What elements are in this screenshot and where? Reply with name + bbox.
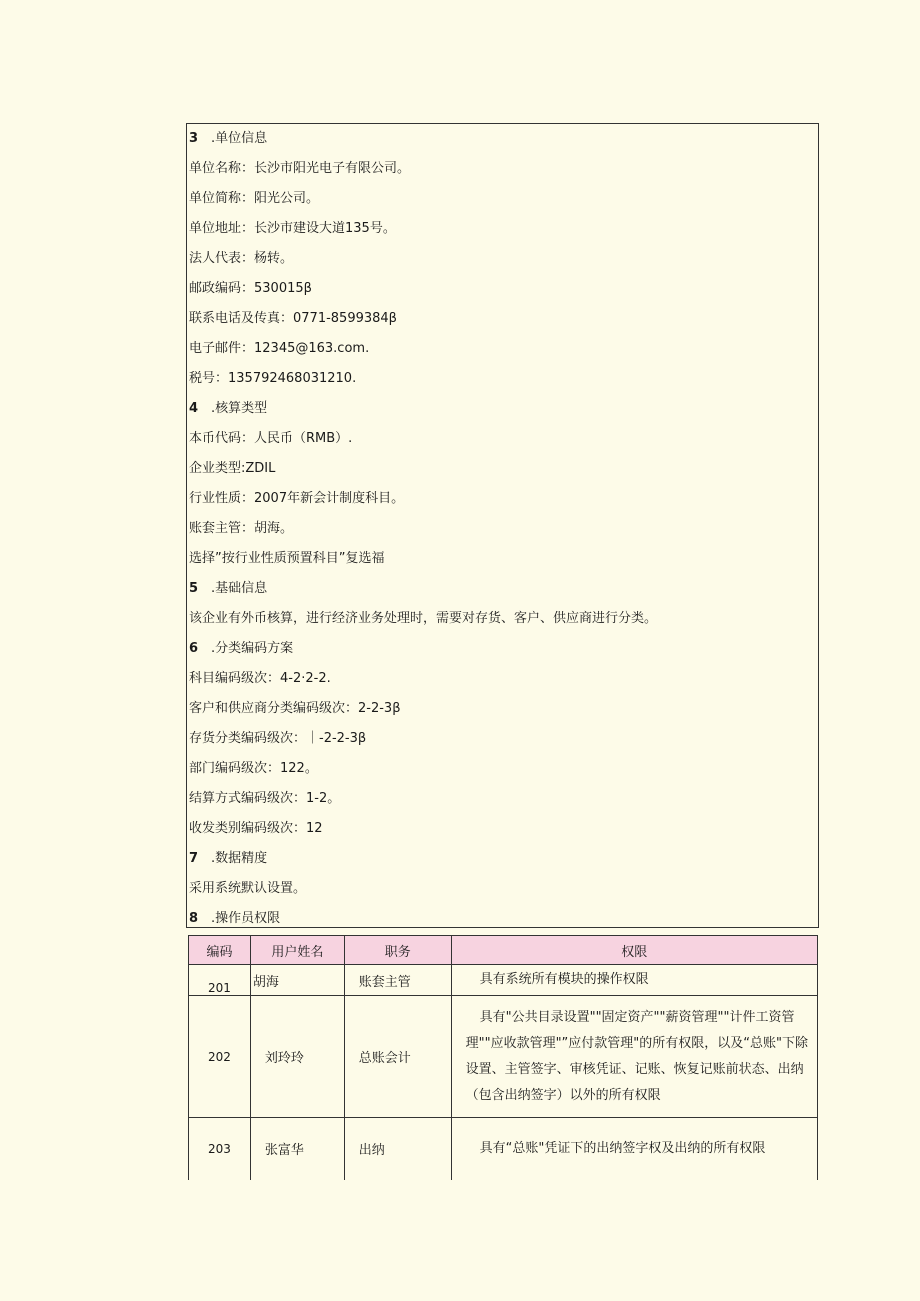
receipt-coding: 收发类别编码级次：12 (189, 821, 323, 836)
header-code: 编码 (189, 936, 251, 965)
unit-address: 单位地址：长沙市建设大道135号。 (189, 221, 396, 236)
section-heading-precision: 7 .数据精度 (189, 851, 268, 866)
precision-text: 采用系统默认设置。 (189, 881, 307, 896)
cell-post: 账套主管 (344, 965, 451, 996)
unit-name: 单位名称：长沙市阳光电子有限公司。 (189, 161, 411, 176)
settlement-coding: 结算方式编码级次：1-2。 (189, 791, 341, 806)
phone-fax: 联系电话及传真：0771-8599384β (189, 311, 397, 326)
cell-code: 201 (189, 965, 251, 996)
basic-info-text: 该企业有外币核算，进行经济业务处理时，需要对存货、客户、供应商进行分类。 (189, 611, 658, 626)
cell-permission: 具有"公共目录设置""固定资产""薪资管理""计件工资管理""应收款管理"”应付款管理"的所有权限，以及“总账"下除设置、主管签字、审核凭证、记账、恢复记账前状态、出纳（包含出纳签字）以外的所有权限 (451, 996, 817, 1118)
unit-short-name: 单位简称：阳光公司。 (189, 191, 320, 206)
section-heading-accounting-type: 4 .核算类型 (189, 401, 268, 416)
email: 电子邮件：12345@163.com. (189, 341, 370, 356)
document-frame (186, 123, 819, 928)
section-heading-operators: 8 .操作员权限 (189, 911, 281, 926)
cell-post: 出纳 (344, 1118, 451, 1180)
industry-nature: 行业性质：2007年新会计制度科目。 (189, 491, 405, 506)
preset-subjects: 选择”按行业性质预置科目”复选福 (189, 551, 385, 566)
cell-code: 202 (189, 996, 251, 1118)
section-heading-unit-info: 3 .单位信息 (189, 131, 268, 146)
table-header-row (189, 936, 818, 965)
base-currency: 本币代码：人民币（RMB）. (189, 431, 353, 446)
header-post: 职务 (344, 936, 451, 965)
cell-permission: 具有系统所有模块的操作权限 (451, 965, 817, 996)
table-row (189, 996, 818, 1118)
table-row (189, 1118, 818, 1180)
cell-name: 张富华 (250, 1118, 344, 1180)
enterprise-type: 企业类型:ZDIL (189, 461, 276, 476)
inventory-coding: 存货分类编码级次：｜-2-2-3β (189, 731, 367, 746)
legal-representative: 法人代表：杨转。 (189, 251, 294, 266)
cell-name: 刘玲玲 (250, 996, 344, 1118)
cell-name: 胡海 (250, 965, 344, 996)
section-heading-basic-info: 5 .基础信息 (189, 581, 268, 596)
table-row (189, 965, 818, 996)
cell-post: 总账会计 (344, 996, 451, 1118)
customer-supplier-coding: 客户和供应商分类编码级次：2-2-3β (189, 701, 401, 716)
header-permission: 权限 (451, 936, 817, 965)
subject-coding: 科目编码级次：4-2·2-2. (189, 671, 331, 686)
section-heading-coding-scheme: 6 .分类编码方案 (189, 641, 294, 656)
account-supervisor: 账套主管：胡海。 (189, 521, 294, 536)
cell-code: 203 (189, 1118, 251, 1180)
department-coding: 部门编码级次：122。 (189, 761, 318, 776)
operator-permission-table (188, 935, 818, 1180)
cell-permission: 具有“总账"凭证下的出纳签字权及出纳的所有权限 (451, 1118, 817, 1180)
header-user-name: 用户姓名 (250, 936, 344, 965)
postal-code: 邮政编码：530015β (189, 281, 312, 296)
tax-number: 税号：135792468031210. (189, 371, 357, 386)
